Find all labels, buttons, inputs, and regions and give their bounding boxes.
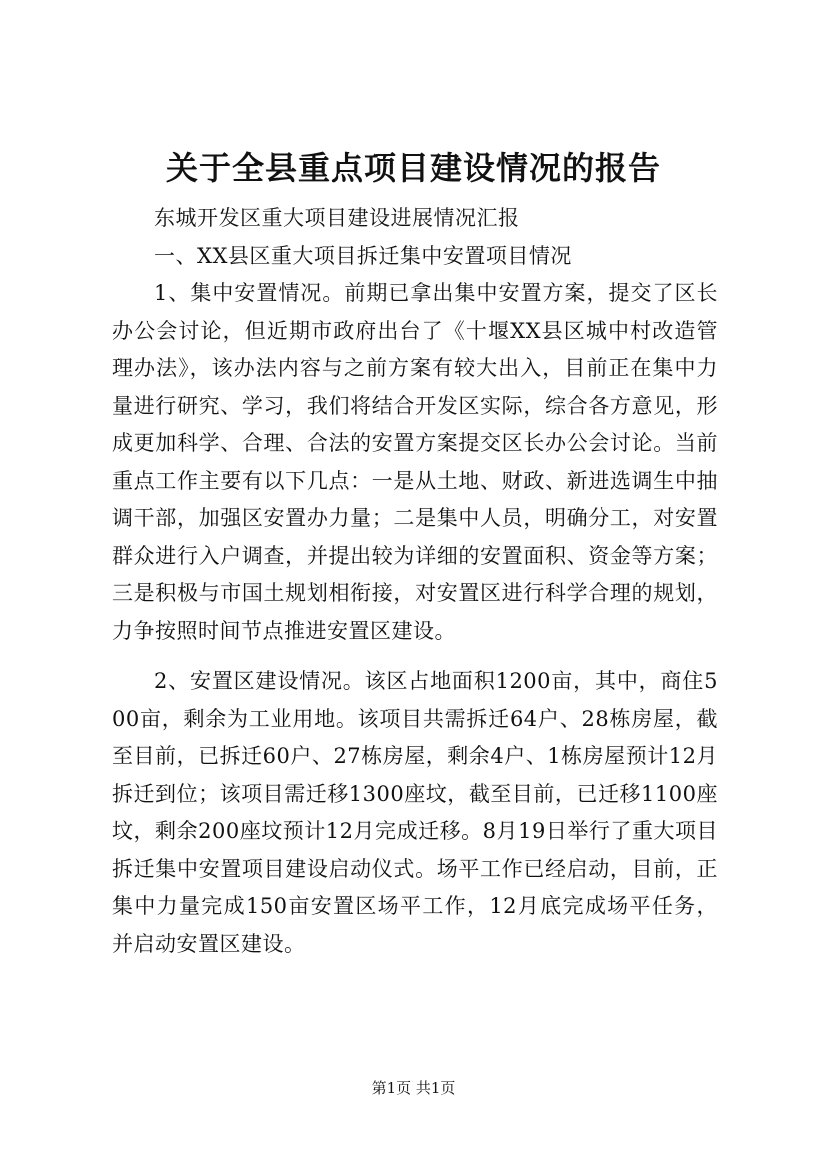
subtitle-paragraph: 东城开发区重大项目建设进展情况汇报 xyxy=(154,206,520,230)
paragraph-construction: 2、安置区建设情况。该区占地面积1200亩，其中，商住500亩，剩余为工业用地。该项目共需拆迁64户、28栋房屋，截至目前，已拆迁60户、27栋房屋，剩余4户、1栋房屋预计12月拆迁到位；该项目需迁移1300座坟，截至目前，已迁移1100座坟，剩余200座坟预计12月完成迁移。8月19日举行了重大项目拆迁集中安置项目建设启动仪式。场平工作已经启动，目前，正集中力量完成150亩安置区场平工作，12月底完成场平任务，并启动安置区建设。 xyxy=(112,669,718,956)
page-number-footer: 第1页 共1页 xyxy=(371,1079,456,1097)
document-body xyxy=(112,200,718,963)
document-title: 关于全县重点项目建设情况的报告 xyxy=(165,149,661,187)
paragraph-resettlement: 1、集中安置情况。前期已拿出集中安置方案，提交了区长办公会讨论，但近期市政府出台了《十堰XX县区城中村改造管理办法》，该办法内容与之前方案有较大出入，目前正在集中力量进行研究、学习，我们将结合开发区实际，综合各方意见，形成更加科学、合理、合法的安置方案提交区长办公会讨论。当前重点工作主要有以下几点：一是从土地、财政、新进选调生中抽调干部，加强区安置办力量；二是集中人员，明确分工，对安置群众进行入户调查，并提出较为详细的安置面积、资金等方案；三是积极与市国土规划相衔接，对安置区进行科学合理的规划，力争按照时间节点推进安置区建设。 xyxy=(112,281,718,643)
section-heading: 一、XX县区重大项目拆迁集中安置项目情况 xyxy=(154,243,572,268)
